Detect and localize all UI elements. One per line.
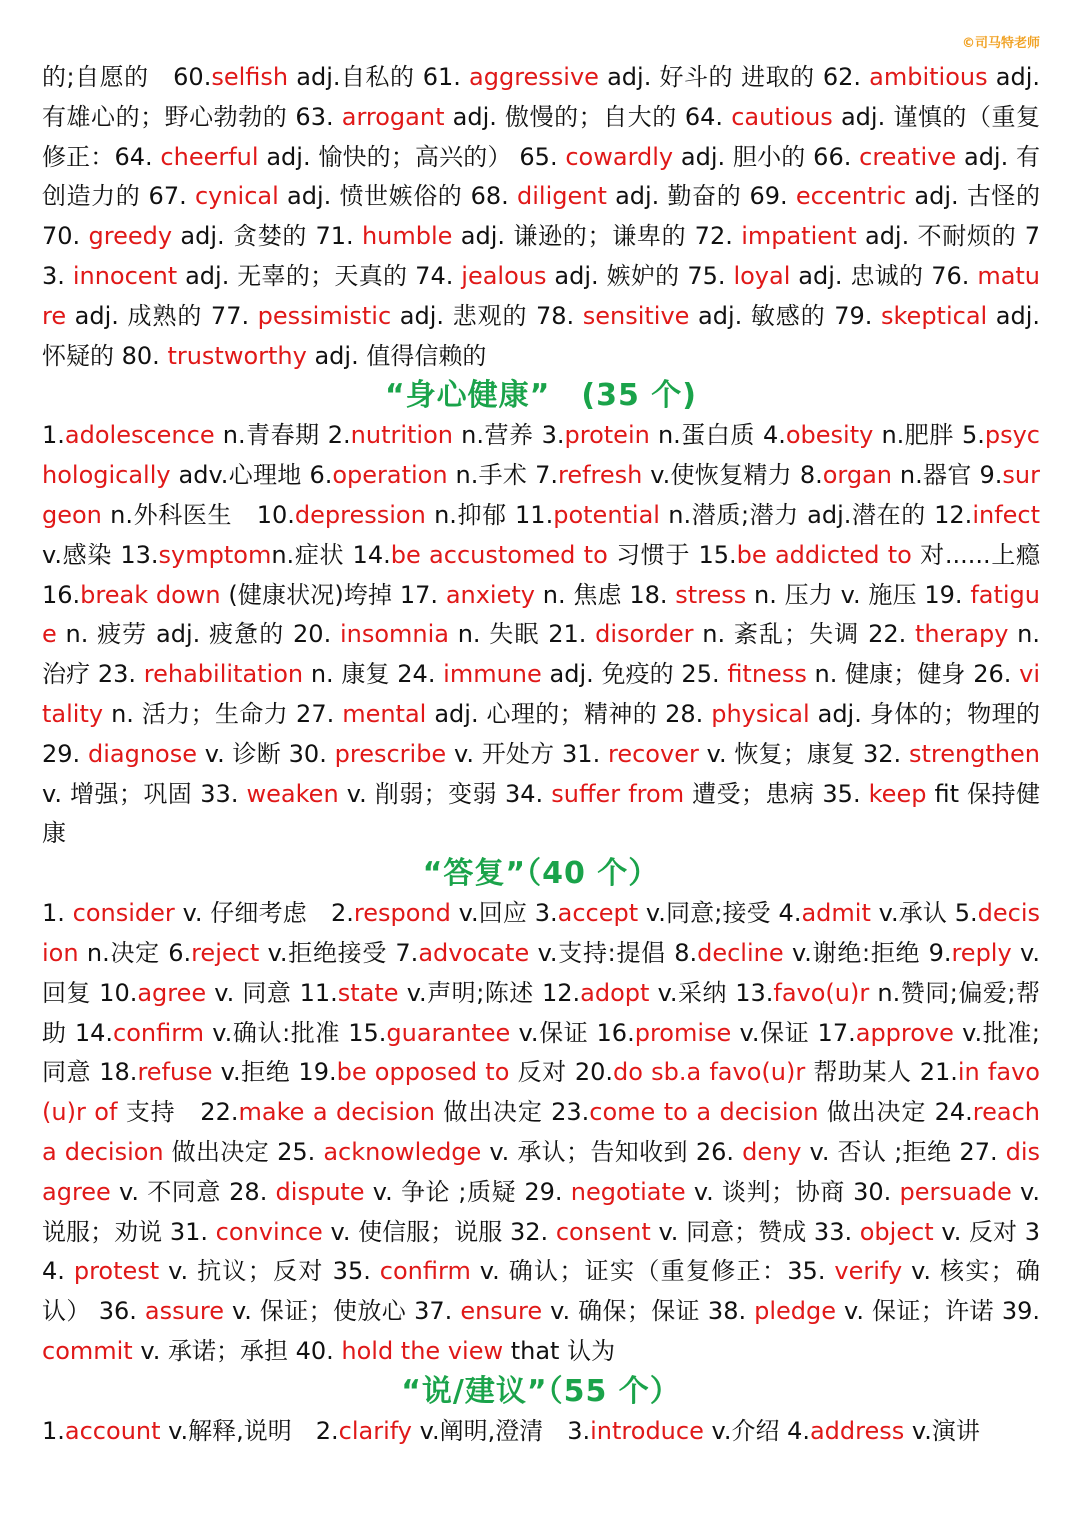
vocab-term: rehabilitation xyxy=(143,660,304,689)
vocab-term: hold the view xyxy=(341,1336,504,1365)
vocab-term: skeptical xyxy=(881,301,988,330)
vocab-term: insomnia xyxy=(339,620,449,649)
vocab-term: verify xyxy=(834,1257,903,1286)
vocab-term: arrogant xyxy=(341,102,445,131)
definition-text: adj. 嫉妒的 75. xyxy=(546,261,734,290)
definition-text: n.营养 3. xyxy=(452,421,565,450)
vocab-term: strengthen xyxy=(908,739,1041,768)
definition-text: 支持 22. xyxy=(117,1098,239,1127)
vocab-term: be addicted to xyxy=(736,540,912,569)
vocab-term: account xyxy=(64,1416,161,1445)
definition-text: adj. 贪婪的 71. xyxy=(172,222,362,251)
vocab-term: nutrition xyxy=(350,421,453,450)
definition-text: 的;自愿的 60. xyxy=(42,63,212,91)
vocab-term: cautious xyxy=(731,102,833,131)
vocab-term: decline xyxy=(697,938,784,967)
vocab-term: disagree xyxy=(42,1137,1041,1206)
vocab-term: reject xyxy=(191,938,260,967)
vocab-term: acknowledge xyxy=(323,1137,482,1166)
vocab-term: organ xyxy=(822,461,893,490)
definition-text: v.介绍 4. xyxy=(703,1416,810,1445)
definition-text: v.支持:提倡 8. xyxy=(529,938,698,967)
vocab-term: adopt xyxy=(580,978,650,1007)
vocab-term: adolescence xyxy=(64,421,215,450)
vocab-term: protest xyxy=(73,1257,160,1286)
vocab-term: anxiety xyxy=(445,580,535,609)
vocab-term: introduce xyxy=(590,1416,704,1445)
vocab-term: innocent xyxy=(72,261,178,290)
definition-text: adj. 敏感的 79. xyxy=(689,301,881,330)
vocab-term: refresh xyxy=(557,461,643,490)
watermark: ©司马特老师 xyxy=(961,36,1040,51)
definition-text: v.保证 17. xyxy=(731,1018,856,1047)
definition-text: n.决定 6. xyxy=(78,938,192,967)
definition-text: adj. 心理的；精神的 28. xyxy=(426,699,712,728)
vocab-term: consider xyxy=(72,899,175,928)
definition-text: v.解释,说明 2. xyxy=(160,1416,339,1445)
definition-text: n. 疲劳 adj. 疲惫的 20. xyxy=(56,620,340,649)
vocab-term: confirm xyxy=(113,1018,205,1047)
vocab-term: disorder xyxy=(595,620,694,649)
definition-text: 1. xyxy=(42,421,65,450)
vocab-term: be opposed to xyxy=(336,1058,510,1087)
definition-text: v. 开处方 31. xyxy=(446,739,608,768)
definition-text: adj. 有雄心的；野心勃勃的 63. xyxy=(42,63,1041,131)
definition-text: v. 确认；证实（重复修正：35. xyxy=(470,1257,835,1286)
definition-text: 1. xyxy=(42,1416,65,1445)
vocab-term: accept xyxy=(557,899,639,928)
vocab-term: recover xyxy=(608,739,699,768)
definition-text: v.承认 5. xyxy=(870,899,978,928)
vocab-term: aggressive xyxy=(469,63,599,91)
definition-text: 做出决定 24. xyxy=(818,1098,973,1127)
vocab-term: physical xyxy=(711,699,810,728)
definition-text: (健康状况)垮掉 17. xyxy=(220,580,446,609)
vocab-term: favo(u)r xyxy=(773,978,870,1007)
vocab-term: therapy xyxy=(915,620,1009,649)
vocab-term: address xyxy=(809,1416,905,1445)
vocab-term: persuade xyxy=(899,1177,1012,1206)
definition-text: v. 同意 11. xyxy=(206,978,338,1007)
definition-text: 遭受；患病 35. xyxy=(684,779,869,808)
definition-text: v. 削弱；变弱 34. xyxy=(338,779,552,808)
vocab-term: guarantee xyxy=(386,1018,511,1047)
definition-text: n.青春期 2. xyxy=(214,421,351,450)
definition-text: adj. 勤奋的 69. xyxy=(606,182,796,211)
vocab-term: vitality xyxy=(42,660,1040,728)
definition-text: v. 使信服；说服 32. xyxy=(322,1217,556,1246)
vocab-term: fitness xyxy=(727,660,807,689)
definition-text: v. 核实；确认） 36. xyxy=(42,1257,1040,1326)
vocab-term: refuse xyxy=(137,1058,213,1087)
vocab-term: clarify xyxy=(338,1416,412,1445)
vocab-term: object xyxy=(859,1217,934,1246)
vocab-term: assure xyxy=(144,1297,224,1326)
vocab-term: commit xyxy=(42,1336,133,1365)
vocab-term: pessimistic xyxy=(257,301,392,330)
definition-text: adj. 好斗的 进取的 62. xyxy=(598,63,870,91)
definition-text: v.感染 13. xyxy=(42,540,159,569)
section-reply-text xyxy=(42,894,1040,1372)
section-personality-adjectives-text xyxy=(42,58,1040,376)
vocab-term: stress xyxy=(675,580,747,609)
vocab-term: ambitious xyxy=(869,63,988,91)
definition-text: n.器官 9. xyxy=(892,461,1003,490)
definition-text: v.拒绝接受 7. xyxy=(259,938,419,967)
vocab-term: obesity xyxy=(785,421,874,450)
definition-text: n. 治疗 23. xyxy=(42,620,1040,689)
definition-text: fit 保持健康 xyxy=(42,779,1040,848)
definition-text: v. 增强；巩固 33. xyxy=(42,779,247,808)
definition-text: v.同意;接受 4. xyxy=(638,899,802,928)
definition-text: n.潜质;潜力 adj.潜在的 12. xyxy=(659,500,973,529)
vocab-term: mental xyxy=(342,699,427,728)
definition-text: adj. 愉快的；高兴的） 65. xyxy=(258,142,566,171)
definition-text: v. 承认；告知收到 26. xyxy=(481,1137,743,1166)
definition-text: v.采纳 13. xyxy=(649,978,774,1007)
definition-text: n.抑郁 11. xyxy=(425,500,554,529)
definition-text: adj. 值得信赖的 xyxy=(306,341,487,370)
definition-text: v. 确保；保证 38. xyxy=(542,1297,755,1326)
vocab-term: be accustomed to xyxy=(390,540,608,569)
vocab-term: diagnose xyxy=(87,739,197,768)
vocab-term: negotiate xyxy=(570,1177,686,1206)
vocab-term: protein xyxy=(564,421,650,450)
vocab-term: confirm xyxy=(379,1257,471,1286)
definition-text: n.蛋白质 4. xyxy=(649,421,786,450)
definition-text: adj. 古怪的 70. xyxy=(42,182,1041,251)
vocab-term: state xyxy=(337,978,399,1007)
definition-text: v. 反对 34. xyxy=(42,1217,1041,1286)
vocab-term: sensitive xyxy=(582,301,690,330)
definition-text: v. 争论 ;质疑 29. xyxy=(364,1177,571,1206)
vocab-term: convince xyxy=(215,1217,323,1246)
vocab-term: fatigue xyxy=(42,580,1040,649)
definition-text: adj. 不耐烦的 73. xyxy=(42,222,1041,290)
definition-text: v. 谈判；协商 30. xyxy=(685,1177,900,1206)
definition-text: n.手术 7. xyxy=(447,461,558,490)
section-heading-say-suggest: “说/建议”（55 个） xyxy=(401,1373,681,1409)
vocab-term: depression xyxy=(294,500,426,529)
definition-text: v.回应 3. xyxy=(450,899,558,928)
vocab-term: psychologically xyxy=(42,421,1040,490)
definition-text: v. 抗议；反对 35. xyxy=(159,1257,380,1286)
vocab-term: make a decision xyxy=(238,1098,435,1127)
vocab-term: dispute xyxy=(275,1177,365,1206)
vocab-term: weaken xyxy=(246,779,339,808)
definition-text: 做出决定 23. xyxy=(434,1098,590,1127)
vocab-term: loyal xyxy=(733,261,791,290)
definition-text: adj. 免疫的 25. xyxy=(541,660,728,689)
definition-text: v. 恢复；康复 32. xyxy=(698,739,909,768)
definition-text: 习惯于 15. xyxy=(607,540,737,569)
vocab-term: cowardly xyxy=(565,142,674,171)
vocab-term: prescribe xyxy=(334,739,447,768)
definition-text: v.谢绝:拒绝 9. xyxy=(783,938,952,967)
vocab-term: approve xyxy=(855,1018,954,1047)
section-say-suggest-text xyxy=(42,1412,1040,1452)
definition-text: v.阐明,澄清 3. xyxy=(412,1416,591,1445)
vocab-term: respond xyxy=(353,899,451,928)
definition-text: adj. 忠诚的 76. xyxy=(790,261,978,290)
vocab-term: immune xyxy=(443,660,542,689)
definition-text: adj. 无辜的；天真的 74. xyxy=(177,261,462,290)
vocab-term: potential xyxy=(553,500,660,529)
definition-text: adj. 谨慎的（重复修正：64. xyxy=(42,102,1040,171)
definition-text: adj. 身体的；物理的 29. xyxy=(42,699,1040,768)
section-health-text xyxy=(42,416,1040,854)
vocab-term: break down xyxy=(80,580,221,609)
definition-text: n.赞同;偏爱;帮助 14. xyxy=(42,978,1040,1047)
section-heading-reply: “答复”（40 个） xyxy=(422,856,660,892)
vocab-term: consent xyxy=(555,1217,651,1246)
definition-text: v. 诊断 30. xyxy=(196,739,335,768)
definition-text: adj. 胆小的 66. xyxy=(673,142,860,171)
vocab-term: selfish xyxy=(211,63,289,91)
definition-text: 对......上瘾 16. xyxy=(42,540,1041,609)
section-heading-health: “身心健康” (35 个) xyxy=(384,378,698,414)
vocab-term: mature xyxy=(42,261,1041,330)
definition-text: adj. 谦逊的；谦卑的 72. xyxy=(452,222,742,251)
definition-text: v. 不同意 28. xyxy=(110,1177,276,1206)
definition-text: v.批准;同意 18. xyxy=(42,1018,1041,1087)
vocab-term: do sb.a favo(u)r xyxy=(613,1058,806,1087)
vocab-term: humble xyxy=(361,222,453,251)
definition-text: adj. 成熟的 77. xyxy=(66,301,258,330)
definition-text: v.回复 10. xyxy=(42,938,1040,1007)
vocab-term: infect xyxy=(972,500,1041,529)
definition-text: 1. xyxy=(42,899,73,928)
definition-text: v. 说服；劝说 31. xyxy=(42,1177,1040,1246)
definition-text: adj. 怀疑的 80. xyxy=(42,301,1041,370)
vocab-term: reply xyxy=(951,938,1012,967)
definition-text: v.确认:批准 15. xyxy=(204,1018,387,1047)
vocab-term: pledge xyxy=(754,1297,837,1326)
vocab-term: in favo(u)r of xyxy=(42,1058,1040,1127)
definition-text: v.保证 16. xyxy=(510,1018,635,1047)
vocab-term: diligent xyxy=(517,182,607,211)
definition-text: n. 紊乱；失调 22. xyxy=(693,620,915,649)
vocab-term: trustworthy xyxy=(167,341,307,370)
definition-text: n. 失眠 21. xyxy=(448,620,596,649)
definition-text: adv.心理地 6. xyxy=(170,461,333,490)
definition-text: 做出决定 25. xyxy=(163,1137,324,1166)
vocab-term: advocate xyxy=(418,938,530,967)
definition-text: n. 康复 24. xyxy=(303,660,444,689)
definition-text: 反对 20. xyxy=(509,1058,613,1087)
vocab-term: operation xyxy=(332,461,448,490)
definition-text: adj. 愤世嫉俗的 68. xyxy=(278,182,517,211)
definition-text: v. 承诺；承担 40. xyxy=(132,1336,342,1365)
vocab-term: creative xyxy=(859,142,957,171)
definition-text: that 认为 xyxy=(503,1336,616,1365)
definition-text: adj. 有创造力的 67. xyxy=(42,142,1041,211)
vocab-term: keep xyxy=(868,779,927,808)
definition-text: n. 焦虑 18. xyxy=(534,580,676,609)
definition-text: v.使恢复精力 8. xyxy=(642,461,823,490)
definition-text: v. 保证；许诺 39. xyxy=(836,1297,1041,1326)
vocab-term: promise xyxy=(634,1018,732,1047)
definition-text: n.症状 14. xyxy=(271,540,391,569)
vocab-term: admit xyxy=(801,899,871,928)
vocab-term: come to a decision xyxy=(589,1098,819,1127)
vocab-term: cheerful xyxy=(160,142,259,171)
definition-text: v. 保证；使放心 37. xyxy=(223,1297,461,1326)
definition-text: adj.自私的 61. xyxy=(288,63,470,91)
definition-text: v. 否认 ;拒绝 27. xyxy=(801,1137,1006,1166)
definition-text: n. 压力 v. 施压 19. xyxy=(746,580,971,609)
vocab-term: ensure xyxy=(460,1297,543,1326)
vocabulary-document xyxy=(42,58,1040,1452)
definition-text: v. 仔细考虑 2. xyxy=(174,899,354,928)
vocab-term: eccentric xyxy=(795,182,907,211)
vocab-term: agree xyxy=(137,978,207,1007)
definition-text: n.肥胖 5. xyxy=(873,421,985,450)
vocab-term: reach a decision xyxy=(42,1098,1040,1166)
vocab-term: greedy xyxy=(88,222,173,251)
vocab-term: deny xyxy=(742,1137,802,1166)
definition-text: adj. 悲观的 78. xyxy=(391,301,583,330)
definition-text: v.声明;陈述 12. xyxy=(398,978,581,1007)
vocab-term: surgeon xyxy=(42,461,1041,529)
definition-text: v.拒绝 19. xyxy=(212,1058,337,1087)
vocab-term: impatient xyxy=(741,222,857,251)
vocab-term: decision xyxy=(42,899,1041,967)
definition-text: v.演讲 xyxy=(904,1416,980,1445)
definition-text: adj. 傲慢的；自大的 64. xyxy=(444,102,732,131)
definition-text: v. 同意；赞成 33. xyxy=(650,1217,860,1246)
definition-text: n. 健康；健身 26. xyxy=(806,660,1020,689)
vocab-term: suffer from xyxy=(551,779,685,808)
vocab-term: symptom xyxy=(158,540,272,569)
vocab-term: cynical xyxy=(194,182,279,211)
definition-text: n. 活力；生命力 27. xyxy=(103,699,343,728)
definition-text: n.外科医生 10. xyxy=(101,500,295,529)
definition-text: 帮助某人 21. xyxy=(805,1058,958,1087)
vocab-term: jealous xyxy=(461,261,547,290)
